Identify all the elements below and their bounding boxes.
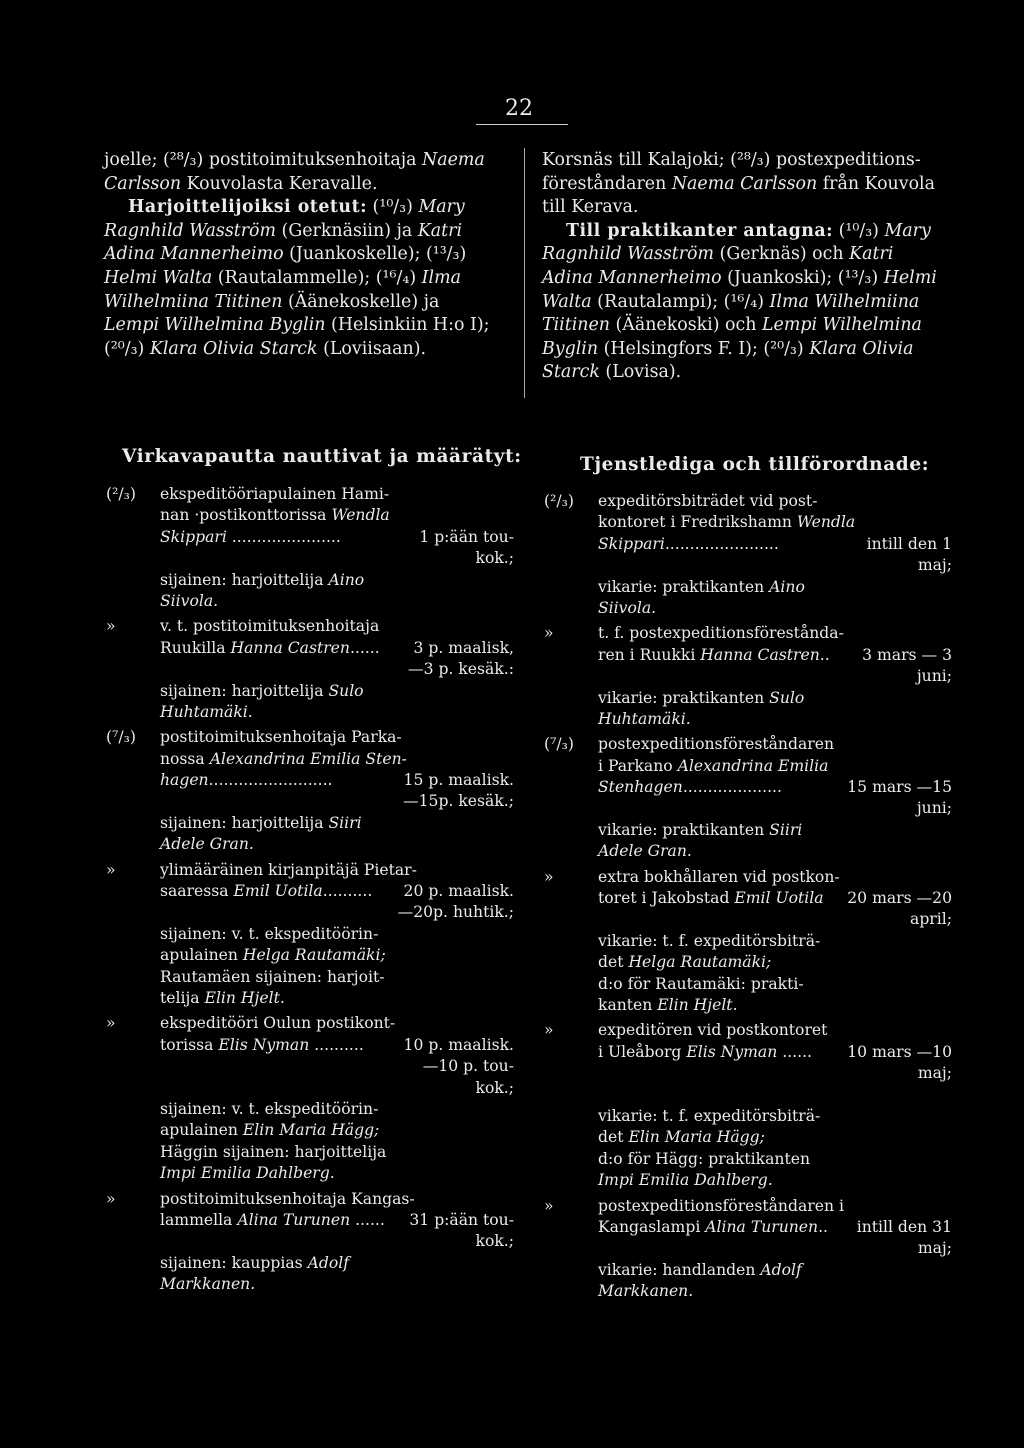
entry-text: Siivola. xyxy=(160,591,219,610)
entry-date-marker: (⁷/₃) xyxy=(544,735,574,754)
entry-line xyxy=(106,1142,514,1163)
entry-text: Skippari ...................... xyxy=(160,527,341,546)
finnish-paragraph-line: Carlsson Kouvolasta Keravalle. xyxy=(104,173,378,194)
entry-line xyxy=(544,1085,952,1106)
entry-line xyxy=(544,1106,952,1127)
entry-date-marker: » xyxy=(106,617,116,636)
entry-line xyxy=(106,967,514,988)
entry-period: 20 p. maalisk. xyxy=(403,882,514,901)
entry-line xyxy=(106,945,514,966)
entry-text: Markkanen. xyxy=(160,1275,256,1294)
entry-text: d:o för Hägg: praktikanten xyxy=(598,1149,810,1168)
entry-period: —15p. kesäk.; xyxy=(403,792,514,811)
entry-line xyxy=(544,888,952,909)
column-divider xyxy=(524,148,525,398)
entry-line xyxy=(106,1274,514,1295)
entry-line xyxy=(106,527,514,548)
entry-period: 10 mars —10 xyxy=(847,1042,952,1061)
entry-date-marker: » xyxy=(106,1189,116,1208)
entry-line xyxy=(106,988,514,1009)
finnish-paragraph-line: Lempi Wilhelmina Byglin (Helsinkiin H:o I); xyxy=(104,315,490,336)
entry-line xyxy=(544,931,952,952)
entry-period: 31 p:ään tou- xyxy=(409,1210,514,1229)
entry-text: Siivola. xyxy=(598,598,657,617)
entry-period: —3 p. kesäk.: xyxy=(407,660,514,679)
entry-text: i Uleåborg Elis Nyman ...... xyxy=(598,1042,812,1061)
entry-line xyxy=(544,1149,952,1170)
entry-line xyxy=(544,777,952,798)
swedish-paragraph-line: föreståndaren Naema Carlsson från Kouvola xyxy=(542,173,935,194)
finnish-entry xyxy=(106,484,514,612)
entry-date-marker: » xyxy=(544,624,554,643)
entry-line xyxy=(544,1260,952,1281)
swedish-paragraph-line: Starck (Lovisa). xyxy=(542,362,682,383)
entry-line xyxy=(544,1127,952,1148)
entry-line xyxy=(106,1210,514,1231)
entry-text: v. t. postitoimituksenhoitaja xyxy=(160,617,380,636)
entry-line xyxy=(106,505,514,526)
entry-line xyxy=(106,591,514,612)
entry-date-marker: (²/₃) xyxy=(106,485,136,503)
swedish-paragraph-line: Tiitinen (Äänekoski) och Lempi Wilhelmina xyxy=(542,315,922,336)
entry-period: intill den 31 xyxy=(856,1217,952,1236)
entry-line xyxy=(106,681,514,702)
entry-text: nan ·postikonttorissa Wendla xyxy=(160,506,390,525)
entry-period: 10 p. maalisk. xyxy=(403,1035,514,1054)
entry-text: t. f. postexpeditionsförestånda- xyxy=(598,624,844,643)
entry-date-marker: (⁷/₃) xyxy=(106,728,136,747)
entry-line xyxy=(544,1170,952,1191)
entry-text: vikarie: praktikanten Aino xyxy=(598,577,805,596)
entry-line xyxy=(106,1253,514,1274)
page-number-rule xyxy=(476,124,568,125)
entry-text: expeditörsbiträdet vid post- xyxy=(598,492,818,510)
entry-date-marker: » xyxy=(106,1014,116,1033)
entry-text: Kangaslampi Alina Turunen.. xyxy=(598,1217,828,1236)
entry-line xyxy=(106,1099,514,1120)
entry-text: extra bokhållaren vid postkon- xyxy=(598,867,840,886)
entry-line xyxy=(106,1056,514,1077)
entry-period: —20p. huhtik.; xyxy=(397,903,514,922)
entry-text: Markkanen. xyxy=(598,1282,694,1301)
entry-period: 3 p. maalisk, xyxy=(413,638,514,657)
entry-text: ekspeditööri Oulun postikont- xyxy=(160,1014,396,1033)
entry-period: kok.; xyxy=(475,1232,514,1251)
entry-text: telija Elin Hjelt. xyxy=(160,988,285,1007)
entry-text: Impi Emilia Dahlberg. xyxy=(160,1164,335,1183)
entry-text: expeditören vid postkontoret xyxy=(598,1021,828,1040)
entry-period: 15 p. maalisk. xyxy=(403,771,514,790)
entry-period: maj; xyxy=(917,556,952,575)
finnish-entry xyxy=(106,1189,514,1296)
entry-line xyxy=(106,749,514,770)
entry-line xyxy=(544,709,952,730)
entry-text: sijainen: harjoittelija Sulo xyxy=(160,681,364,700)
entry-line xyxy=(106,924,514,945)
entry-text: Stenhagen.................... xyxy=(598,778,782,797)
entry-period: 20 mars —20 xyxy=(847,889,952,908)
finnish-paragraph-line: Ragnhild Wasström (Gerknäsiin) ja Katri xyxy=(104,220,463,241)
entry-text: vikarie: t. f. expeditörsbiträ- xyxy=(598,931,821,950)
entry-text: kontoret i Fredrikshamn Wendla xyxy=(598,513,856,532)
entry-period: 15 mars —15 xyxy=(847,778,952,797)
entry-line xyxy=(544,491,952,512)
entry-line xyxy=(544,1196,952,1217)
entry-text: Rautamäen sijainen: harjoit- xyxy=(160,967,385,986)
entry-text: det Elin Maria Hägg; xyxy=(598,1128,765,1147)
entry-text: hagen......................... xyxy=(160,771,333,790)
entry-line xyxy=(544,1042,952,1063)
entry-text: ylimääräinen kirjanpitäjä Pietar- xyxy=(160,860,417,879)
entry-text: d:o för Rautamäki: prakti- xyxy=(598,974,804,993)
finnish-section-heading: Virkavapautta nauttivat ja määrätyt: xyxy=(122,446,522,467)
finnish-paragraph-line: Adina Mannerheimo (Juankoskelle); (¹³/₃) xyxy=(104,244,467,265)
entry-line xyxy=(544,1217,952,1238)
entry-line xyxy=(544,798,952,819)
entry-text: apulainen Elin Maria Hägg; xyxy=(160,1121,380,1140)
entry-period: 1 p:ään tou- xyxy=(419,527,514,546)
entry-line xyxy=(544,534,952,555)
entry-line xyxy=(106,484,514,505)
entry-line xyxy=(106,770,514,791)
finnish-entry xyxy=(106,1013,514,1184)
entry-text: vikarie: t. f. expeditörsbiträ- xyxy=(598,1106,821,1125)
entry-line xyxy=(106,1189,514,1210)
entry-line xyxy=(106,1013,514,1034)
entry-date-marker: » xyxy=(544,867,554,886)
entry-line xyxy=(544,1281,952,1302)
swedish-paragraph-line: Till praktikanter antagna: (¹⁰/₃) Mary xyxy=(566,220,931,241)
finnish-paragraph-line: Harjoittelijoiksi otetut: (¹⁰/₃) Mary xyxy=(128,197,465,218)
entry-line xyxy=(106,548,514,569)
entry-line xyxy=(544,1020,952,1041)
finnish-paragraph-line: (²⁰/₃) Klara Olivia Starck (Loviisaan). xyxy=(104,338,427,359)
entry-period: juni; xyxy=(916,667,952,686)
entry-text: Adele Gran. xyxy=(160,835,254,854)
entry-line xyxy=(106,1035,514,1056)
entry-line xyxy=(544,867,952,888)
entry-line xyxy=(106,638,514,659)
finnish-entry xyxy=(106,727,514,855)
finnish-entries-list xyxy=(106,484,514,1295)
entry-text: postitoimituksenhoitaja Parka- xyxy=(160,728,402,747)
entry-line xyxy=(544,1063,952,1084)
swedish-paragraph-line: Walta (Rautalampi); (¹⁶/₄) Ilma Wilhelmiina xyxy=(542,291,920,312)
entry-line xyxy=(544,512,952,533)
entry-line xyxy=(544,666,952,687)
finnish-top-paragraph xyxy=(104,149,511,361)
entry-date-marker: » xyxy=(544,1021,554,1040)
entry-line xyxy=(106,860,514,881)
entry-period: maj; xyxy=(917,1064,952,1083)
swedish-section-heading: Tjenstlediga och tillförordnade: xyxy=(580,454,930,475)
entry-text: sijainen: harjoittelija Siiri xyxy=(160,813,362,832)
entry-period: intill den 1 xyxy=(866,534,952,553)
entry-text: sijainen: v. t. ekspeditöörin- xyxy=(160,924,379,943)
entry-period: maj; xyxy=(917,1239,952,1258)
entry-line xyxy=(106,570,514,591)
swedish-entry xyxy=(544,1196,952,1303)
entry-date-marker: » xyxy=(544,1196,554,1215)
swedish-entry xyxy=(544,1020,952,1191)
entry-text: Impi Emilia Dahlberg. xyxy=(598,1171,773,1190)
entry-line xyxy=(544,952,952,973)
swedish-paragraph-line: Adina Mannerheimo (Juankoski); (¹³/₃) Helmi xyxy=(542,267,937,288)
entry-line xyxy=(106,616,514,637)
entry-line xyxy=(106,659,514,680)
finnish-paragraph-line: joelle; (²⁸/₃) postitoimituksenhoitaja Naema xyxy=(104,150,485,170)
entry-text: saaressa Emil Uotila.......... xyxy=(160,882,373,901)
entry-text: apulainen Helga Rautamäki; xyxy=(160,946,386,965)
entry-text: Huhtamäki. xyxy=(160,702,253,721)
entry-line xyxy=(544,841,952,862)
entry-line xyxy=(544,995,952,1016)
page-number: 22 xyxy=(505,96,533,121)
entry-line xyxy=(544,598,952,619)
entry-line xyxy=(544,909,952,930)
entry-line xyxy=(544,577,952,598)
entry-text: sijainen: harjoittelija Aino xyxy=(160,570,365,589)
entry-line xyxy=(106,1078,514,1099)
entry-line xyxy=(106,834,514,855)
entry-text: nossa Alexandrina Emilia Sten- xyxy=(160,749,407,768)
entry-line xyxy=(106,1120,514,1141)
entry-text: vikarie: praktikanten Sulo xyxy=(598,688,805,707)
entry-line xyxy=(106,902,514,923)
entry-period: 3 mars — 3 xyxy=(862,645,952,664)
entry-period: april; xyxy=(910,910,952,929)
entry-text: Häggin sijainen: harjoittelija xyxy=(160,1142,387,1161)
entry-line xyxy=(544,645,952,666)
entry-text: lammella Alina Turunen ...... xyxy=(160,1210,385,1229)
entry-period: juni; xyxy=(916,799,952,818)
entry-text: Huhtamäki. xyxy=(598,709,691,728)
entry-text: Skippari....................... xyxy=(598,534,779,553)
finnish-paragraph-line: Helmi Walta (Rautalammelle); (¹⁶/₄) Ilma xyxy=(104,267,461,288)
entry-text: Adele Gran. xyxy=(598,842,692,861)
entry-line xyxy=(544,688,952,709)
entry-text: torissa Elis Nyman .......... xyxy=(160,1035,364,1054)
swedish-paragraph-line: Korsnäs till Kalajoki; (²⁸/₃) postexpeditions- xyxy=(542,150,921,170)
entry-line xyxy=(544,623,952,644)
entry-period: kok.; xyxy=(475,549,514,568)
entry-line xyxy=(544,555,952,576)
entry-line xyxy=(544,734,952,755)
swedish-top-paragraph xyxy=(542,149,962,385)
entry-text: postexpeditionsföreståndaren i xyxy=(598,1196,844,1215)
swedish-paragraph-line: Byglin (Helsingfors F. I); (²⁰/₃) Klara Olivia xyxy=(542,338,914,359)
swedish-entry xyxy=(544,867,952,1017)
entry-line xyxy=(544,820,952,841)
entry-line xyxy=(544,974,952,995)
entry-line xyxy=(106,1163,514,1184)
entry-text: kanten Elin Hjelt. xyxy=(598,995,738,1014)
entry-text: postitoimituksenhoitaja Kangas- xyxy=(160,1189,415,1208)
entry-text: ekspeditööriapulainen Hami- xyxy=(160,485,390,503)
entry-line xyxy=(544,756,952,777)
entry-text: postexpeditionsföreståndaren xyxy=(598,735,834,754)
entry-text: ren i Ruukki Hanna Castren.. xyxy=(598,645,830,664)
entry-line xyxy=(106,791,514,812)
entry-date-marker: (²/₃) xyxy=(544,492,574,510)
finnish-paragraph-line: Wilhelmiina Tiitinen (Äänekoskelle) ja xyxy=(104,291,440,312)
entry-text: vikarie: handlanden Adolf xyxy=(598,1260,802,1279)
swedish-entry xyxy=(544,623,952,730)
entry-line xyxy=(106,702,514,723)
entry-text: toret i Jakobstad Emil Uotila xyxy=(598,889,824,908)
entry-text: sijainen: kauppias Adolf xyxy=(160,1253,350,1272)
finnish-entry xyxy=(106,616,514,723)
entry-text: vikarie: praktikanten Siiri xyxy=(598,820,803,839)
entry-period: —10 p. tou- xyxy=(422,1057,514,1076)
entry-line xyxy=(106,1231,514,1252)
swedish-paragraph-line: till Kerava. xyxy=(542,197,639,218)
entry-text: sijainen: v. t. ekspeditöörin- xyxy=(160,1099,379,1118)
swedish-paragraph-line: Ragnhild Wasström (Gerknäs) och Katri xyxy=(542,244,894,265)
finnish-entry xyxy=(106,860,514,1010)
swedish-entry xyxy=(544,734,952,862)
entry-line xyxy=(106,881,514,902)
entry-line xyxy=(106,727,514,748)
entry-text: i Parkano Alexandrina Emilia xyxy=(598,756,829,775)
entry-date-marker: » xyxy=(106,860,116,879)
entry-text: det Helga Rautamäki; xyxy=(598,953,772,972)
swedish-entry xyxy=(544,491,952,619)
entry-text: Ruukilla Hanna Castren...... xyxy=(160,638,380,657)
swedish-entries-list xyxy=(544,491,952,1302)
entry-line xyxy=(106,813,514,834)
entry-line xyxy=(544,1238,952,1259)
entry-period: kok.; xyxy=(475,1078,514,1097)
